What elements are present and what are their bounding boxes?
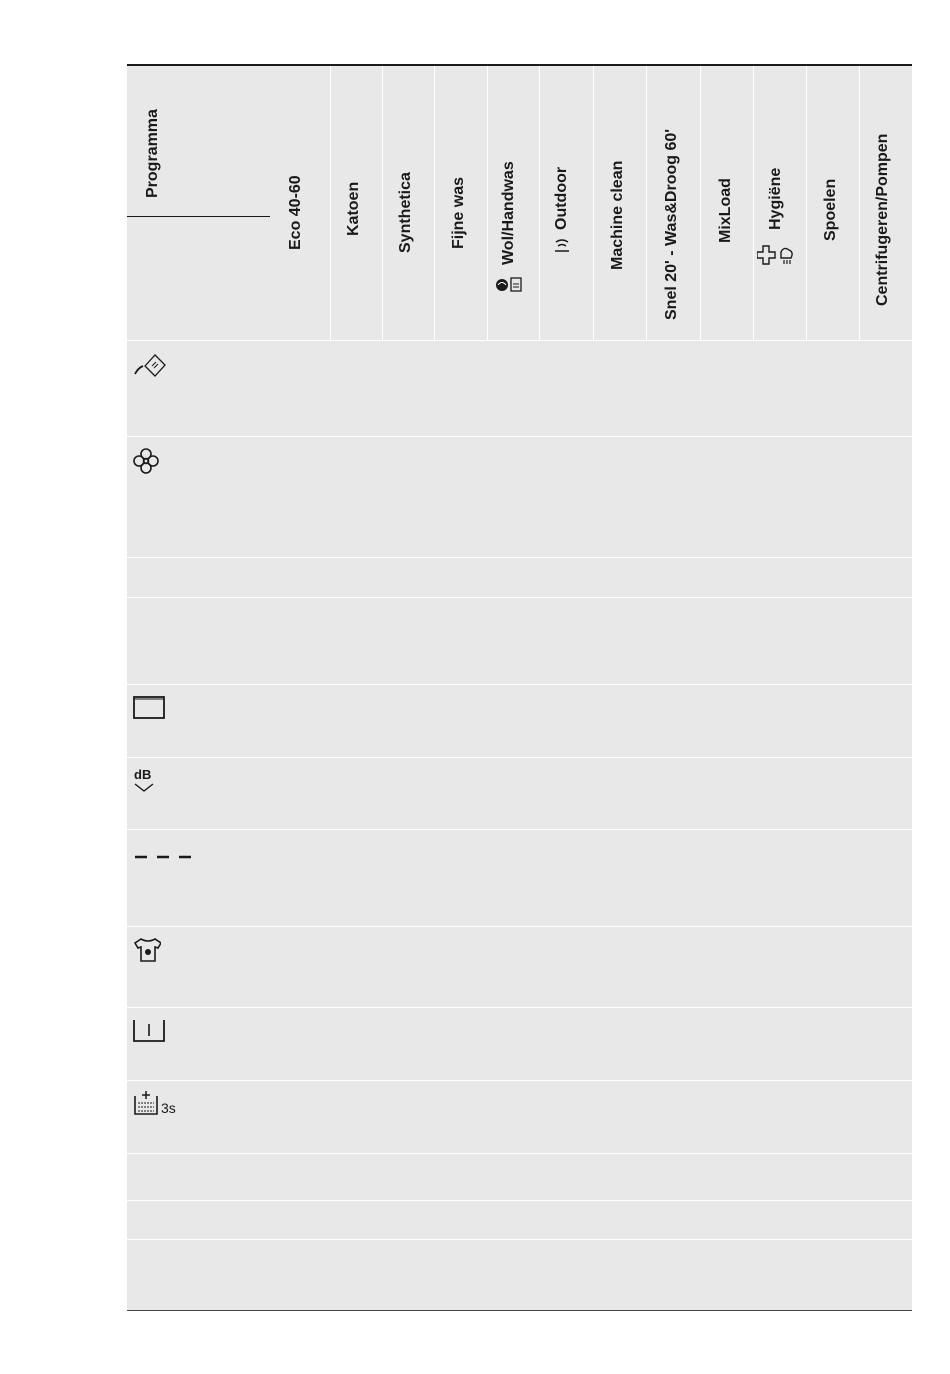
tray-divider-icon bbox=[133, 1019, 167, 1043]
row-divider bbox=[127, 926, 912, 927]
row-divider bbox=[127, 597, 912, 598]
svg-text:dB: dB bbox=[134, 767, 152, 782]
row-divider bbox=[127, 684, 912, 685]
column-divider bbox=[539, 66, 540, 341]
row-divider bbox=[127, 436, 912, 437]
row-divider bbox=[127, 1200, 912, 1201]
header-divider bbox=[127, 216, 270, 217]
row-divider bbox=[127, 1239, 912, 1240]
row-divider bbox=[127, 757, 912, 758]
column-header-eco: Eco 40-60 bbox=[287, 175, 304, 250]
column-divider bbox=[487, 66, 488, 341]
flower-softener-icon bbox=[133, 448, 159, 474]
row-divider bbox=[127, 1007, 912, 1008]
column-divider bbox=[593, 66, 594, 341]
column-header-spoelen: Spoelen bbox=[822, 178, 839, 241]
column-divider bbox=[753, 66, 754, 341]
column-header-katoen: Katoen bbox=[345, 181, 362, 236]
hygiene-icon bbox=[757, 244, 795, 266]
column-header-fijne-was: Fijne was bbox=[450, 176, 467, 249]
column-header-centrifugeren: Centrifugeren/Pompen bbox=[874, 133, 891, 306]
db-low-noise-icon bbox=[133, 767, 159, 795]
extra-rinse-suffix: 3s bbox=[161, 1100, 176, 1116]
column-divider bbox=[646, 66, 647, 341]
shirt-stain-icon bbox=[133, 937, 161, 963]
column-header-wol-handwas: Wol/Handwas bbox=[499, 161, 519, 299]
column-divider bbox=[434, 66, 435, 341]
program-options-table bbox=[127, 64, 912, 1310]
column-header-synthetica: Synthetica bbox=[397, 172, 414, 253]
column-header-mixload: MixLoad bbox=[717, 178, 734, 243]
outdoor-icon bbox=[552, 236, 572, 256]
column-header-outdoor: Outdoor bbox=[552, 167, 572, 256]
empty-tray-icon bbox=[133, 696, 167, 720]
column-divider bbox=[330, 66, 331, 341]
header-programma-label: Programma bbox=[144, 109, 161, 198]
table-bottom-border bbox=[127, 1310, 912, 1311]
column-divider bbox=[806, 66, 807, 341]
column-header-snel: Snel 20' - Was&Droog 60' bbox=[663, 128, 680, 320]
column-header-machine-clean: Machine clean bbox=[609, 160, 626, 270]
detergent-dose-icon bbox=[133, 352, 167, 378]
column-divider bbox=[382, 66, 383, 341]
row-divider bbox=[127, 829, 912, 830]
wool-handwash-icon bbox=[495, 275, 523, 295]
row-divider bbox=[127, 340, 912, 341]
column-divider bbox=[700, 66, 701, 341]
column-header-hygiene: Hygiëne bbox=[765, 168, 787, 274]
row-divider bbox=[127, 1080, 912, 1081]
row-divider bbox=[127, 557, 912, 558]
row-divider bbox=[127, 1153, 912, 1154]
column-divider bbox=[859, 66, 860, 341]
dashes-icon bbox=[133, 851, 195, 863]
extra-rinse-icon bbox=[133, 1090, 176, 1116]
